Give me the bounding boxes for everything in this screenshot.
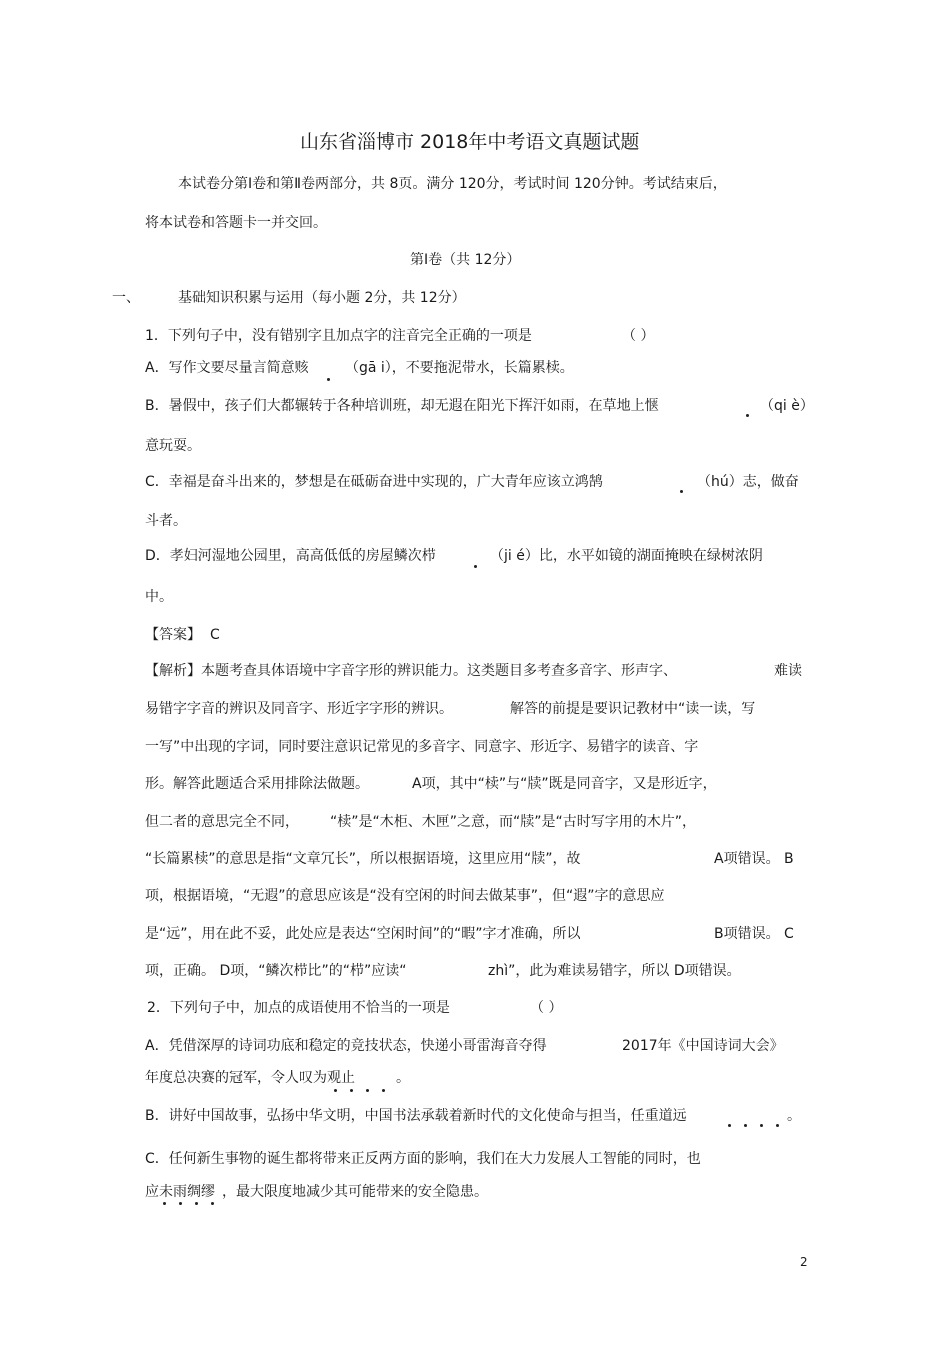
q2-option-b-end: 。: [787, 1108, 801, 1124]
q1-option-d-cont: 中。: [145, 589, 173, 605]
emphasis-dot: [474, 565, 477, 568]
q1-answer-label: 【答案】: [145, 627, 201, 643]
q1-analysis-line-end: A项错误。 B: [714, 851, 794, 867]
q2-option-a: A．凭借深厚的诗词功底和稳定的竞技状态，快递小哥雷海音夺得: [145, 1038, 547, 1054]
q2-option-c: C．任何新生事物的诞生都将带来正反两方面的影响，我们在大力发展人工智能的同时，也: [145, 1151, 701, 1167]
q2-option-a-end: 。: [396, 1070, 410, 1086]
q1-answer: C: [210, 627, 220, 643]
q2-option-a-2: 2017年《中国诗词大会》: [622, 1038, 784, 1054]
emphasis-dot: [327, 378, 330, 381]
q1-option-b-cont: 意玩耍。: [145, 438, 201, 454]
emphasis-dot: [366, 1089, 369, 1092]
emphasis-dot: [680, 490, 683, 493]
q1-option-d-pinyin: （ji é）比，水平如镜的湖面掩映在绿树浓阴: [490, 548, 763, 564]
section-title: 第Ⅰ卷（共 12分）: [410, 252, 521, 268]
q2-stem: 2．下列句子中，加点的成语使用不恰当的一项是: [147, 1000, 450, 1016]
page-title: 山东省淄博市 2018年中考语文真题试题: [300, 131, 640, 153]
q1-answer-paren: （ ）: [622, 328, 655, 344]
part-number: 一、: [112, 290, 140, 306]
emphasis-dot: [728, 1124, 731, 1127]
q1-analysis-line-end: B项错误。 C: [714, 926, 794, 942]
emphasis-dot: [760, 1124, 763, 1127]
q1-analysis-line: 项，正确。 D项，“鳞次栉比”的“栉”应读“: [145, 963, 407, 979]
q1-analysis-line-end: zhì”，此为难读易错字，所以 D项错误。: [488, 963, 741, 979]
emphasis-dot: [744, 1124, 747, 1127]
q1-analysis-line: 是“远”，用在此不妥，此处应是表达“空闲时间”的“暇”字才准确，所以: [145, 926, 581, 942]
emphasis-dot: [334, 1089, 337, 1092]
emphasis-dot: [163, 1202, 166, 1205]
q2-option-c-cont: 应未雨绸缪: [145, 1184, 215, 1200]
intro-line-1: 本试卷分第Ⅰ卷和第Ⅱ卷两部分，共 8页。满分 120分，考试时间 120分钟。考试结束后，: [178, 176, 727, 192]
q1-analysis-line: 一写”中出现的字词，同时要注意识记常见的多音字、同意字、形近字、易错字的读音、字: [145, 739, 699, 755]
emphasis-dot: [211, 1202, 214, 1205]
q1-option-a: A．写作文要尽量言简意赅: [145, 360, 309, 376]
q1-option-a-pinyin: （gā i），不要拖泥带水，长篇累椟。: [345, 360, 574, 376]
q2-answer-paren: （ ）: [530, 1000, 563, 1016]
q1-analysis-line-end: “椟”是“木柜、木匣”之意，而“牍”是“古时写字用的木片”，: [330, 814, 697, 830]
q2-option-b: B．讲好中国故事，弘扬中华文明，中国书法承载着新时代的文化使命与担当，任重道远: [145, 1108, 687, 1124]
part-title: 基础知识积累与运用（每小题 2分，共 12分）: [178, 290, 466, 306]
q1-analysis-line: “长篇累椟”的意思是指“文章冗长”，所以根据语境，这里应用“牍”，故: [145, 851, 581, 867]
emphasis-dot: [746, 414, 749, 417]
q1-option-c-pinyin: （hú）志，做奋: [697, 474, 799, 490]
q1-analysis-line: 项，根据语境，“无遐”的意思应该是“没有空闲的时间去做某事”，但“遐”字的意思应: [145, 888, 665, 904]
emphasis-dot: [179, 1202, 182, 1205]
q1-analysis-line-end: 解答的前提是要识记教材中“读一读，写: [510, 701, 756, 717]
q1-option-d: D．孝妇河湿地公园里，高高低低的房屋鳞次栉: [145, 548, 436, 564]
q1-option-c-cont: 斗者。: [145, 513, 187, 529]
q1-option-b: B．暑假中，孩子们大都辗转于各种培训班，却无遐在阳光下挥汗如雨，在草地上惬: [145, 398, 659, 414]
q1-analysis-line: 【解析】本题考查具体语境中字音字形的辨识能力。这类题目多考查多音字、形声字、: [145, 663, 677, 679]
emphasis-dot: [382, 1089, 385, 1092]
q1-analysis-line: 形。解答此题适合采用排除法做题。: [145, 776, 369, 792]
q1-analysis-line: 但二者的意思完全不同，: [145, 814, 299, 830]
q2-option-c-end: ，最大限度地减少其可能带来的安全隐患。: [222, 1184, 488, 1200]
emphasis-dot: [350, 1089, 353, 1092]
intro-line-2: 将本试卷和答题卡一并交回。: [145, 215, 327, 231]
page-number: 2: [800, 1255, 808, 1269]
emphasis-dot: [195, 1202, 198, 1205]
q2-option-a-cont: 年度总决赛的冠军，令人叹为观止: [145, 1070, 355, 1086]
q1-option-c: C．幸福是奋斗出来的，梦想是在砥砺奋进中实现的，广大青年应该立鸿鹄: [145, 474, 603, 490]
emphasis-dot: [776, 1124, 779, 1127]
q1-option-b-pinyin: （qi è）: [760, 398, 814, 414]
q1-stem: 1．下列句子中，没有错别字且加点字的注音完全正确的一项是: [145, 328, 532, 344]
q1-analysis-line-end: 难读: [774, 663, 802, 679]
q1-analysis-line-end: A项，其中“椟”与“牍”既是同音字，又是形近字，: [412, 776, 717, 792]
q1-analysis-line: 易错字字音的辨识及同音字、形近字字形的辨识。: [145, 701, 453, 717]
